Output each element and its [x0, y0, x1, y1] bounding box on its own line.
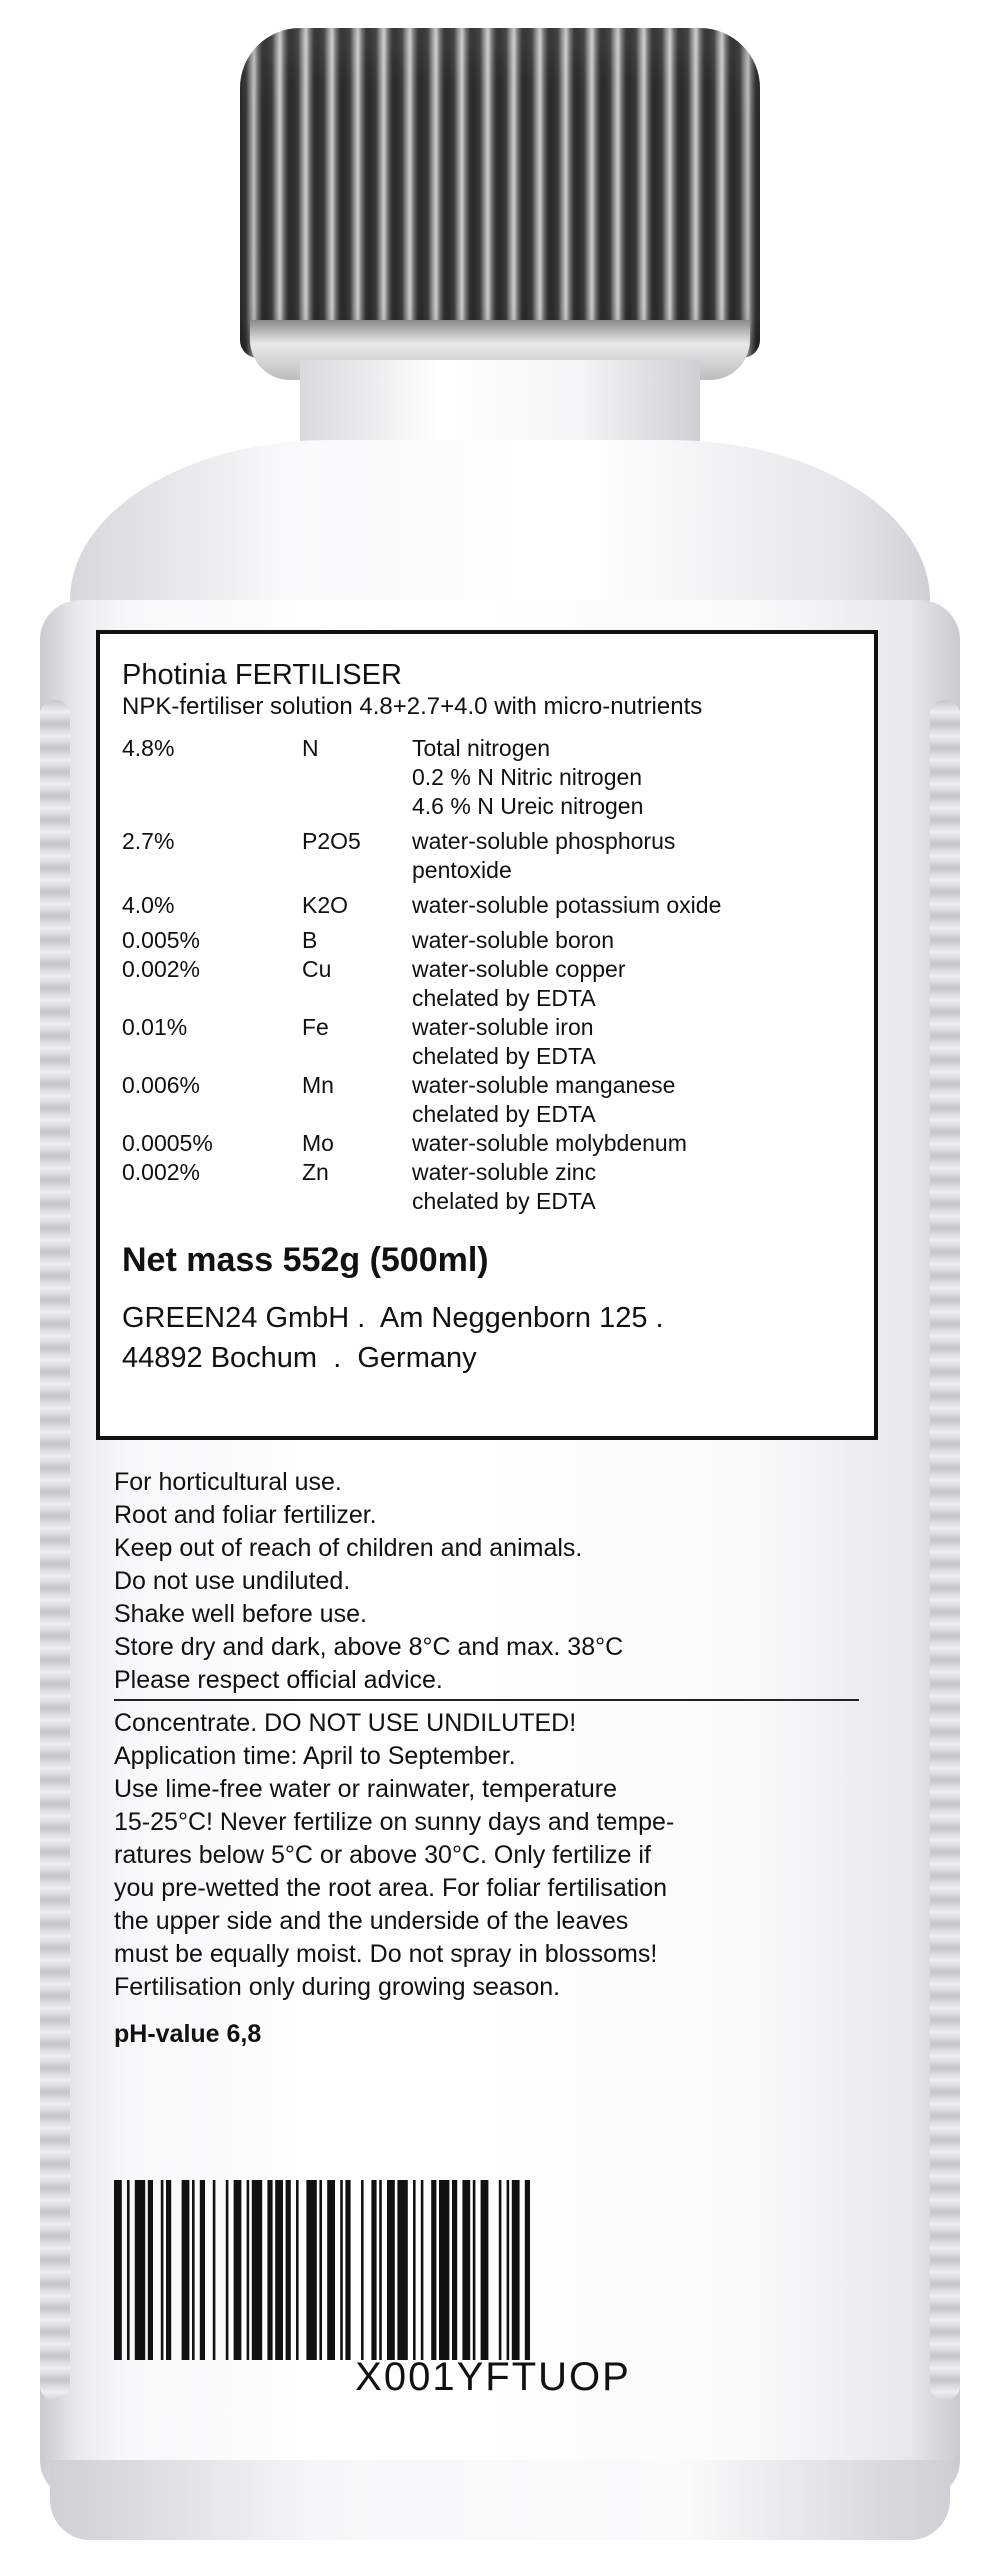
nutrient-description-line: 0.2 % N Nitric nitrogen: [412, 764, 643, 790]
barcode-bar: [286, 2180, 291, 2360]
nutrient-percent: 0.002%: [122, 956, 201, 982]
nutrient-symbol: Zn: [302, 1159, 329, 1185]
barcode-bar: [345, 2180, 350, 2360]
product-title: Photinia FERTILISER: [122, 659, 402, 691]
nutrient-description: [412, 734, 852, 821]
nutrient-description-line: chelated by EDTA: [412, 985, 596, 1011]
nutrient-percent: 0.01%: [122, 1014, 188, 1040]
nutrient-description: [412, 1129, 852, 1158]
nutrient-row: [122, 827, 852, 885]
barcode-bar: [327, 2180, 335, 2360]
barcode-bar: [387, 2180, 395, 2360]
barcode-bar: [431, 2180, 436, 2360]
info-line: must be equally moist. Do not spray in blossoms!: [114, 1940, 658, 1968]
divider: [114, 1699, 859, 1701]
nutrient-description-line: water-soluble boron: [412, 927, 615, 953]
barcode-bar: [267, 2180, 272, 2360]
info-line: Do not use undiluted.: [114, 1567, 351, 1595]
nutrient-row: [122, 1158, 852, 1216]
barcode-bar: [200, 2180, 205, 2360]
nutrient-description-line: Total nitrogen: [412, 735, 551, 761]
barcode-bar: [512, 2180, 520, 2360]
nutrient-symbol: K2O: [302, 892, 349, 918]
nutrient-symbol: N: [302, 735, 319, 761]
nutrient-percent: 0.0005%: [122, 1130, 213, 1156]
nutrient-description: [412, 891, 852, 920]
nutrient-description: [412, 1158, 852, 1216]
nutrient-description: [412, 1071, 852, 1129]
barcode-bar: [226, 2180, 229, 2360]
nutrient-description-line: 4.6 % N Ureic nitrogen: [412, 793, 644, 819]
address: [122, 1298, 852, 1378]
nutrient-percent: 0.002%: [122, 1159, 201, 1185]
nutrient-description: [412, 926, 852, 955]
barcode-bar: [306, 2180, 316, 2360]
barcode-bar: [439, 2180, 449, 2360]
info-line: Keep out of reach of children and animals.: [114, 1534, 583, 1562]
nutrient-description-line: water-soluble manganese: [412, 1072, 676, 1098]
info-line: Use lime-free water or rainwater, temperature: [114, 1775, 617, 1803]
barcode-bar: [275, 2180, 283, 2360]
nutrient-description-line: water-soluble iron: [412, 1014, 594, 1040]
nutrient-percent: 4.8%: [122, 735, 175, 761]
ph-value: pH-value 6,8: [114, 2020, 262, 2048]
usage-lines: [114, 1466, 874, 1697]
bottle-cap: [240, 28, 760, 358]
nutrient-description-line: water-soluble phosphorus: [412, 828, 676, 854]
nutrient-row: [122, 926, 852, 955]
nutrient-description-line: water-soluble copper: [412, 956, 626, 982]
product-subtitle: NPK-fertiliser solution 4.8+2.7+4.0 with micro-nutrients: [122, 693, 703, 720]
barcode-bar: [296, 2180, 299, 2360]
address-line-2: 44892 Bochum . Germany: [122, 1342, 477, 1374]
nutrient-list: [122, 734, 852, 1216]
nutrient-description: [412, 827, 852, 885]
bottle-ribs-left: [40, 700, 70, 2400]
info-line: For horticultural use.: [114, 1468, 342, 1496]
nutrient-symbol: P2O5: [302, 828, 361, 854]
barcode-bar: [247, 2180, 250, 2360]
barcode-bar: [371, 2180, 376, 2360]
nutrient-symbol: B: [302, 927, 318, 953]
nutrient-description: [412, 955, 852, 1013]
nutrient-description-line: water-soluble zinc: [412, 1159, 597, 1185]
barcode-bar: [166, 2180, 171, 2360]
usage-info: [114, 1466, 874, 2051]
barcode-bar: [462, 2180, 470, 2360]
nutrient-row: [122, 734, 852, 821]
barcode-bar: [413, 2180, 416, 2360]
nutrient-row: [122, 955, 852, 1013]
barcode-bar: [252, 2180, 262, 2360]
barcode-bar: [127, 2180, 130, 2360]
nutrient-symbol: Mn: [302, 1072, 334, 1098]
nutrient-description-line: chelated by EDTA: [412, 1043, 596, 1069]
nutrient-spec-box: [96, 630, 878, 1440]
barcode-bar: [499, 2180, 502, 2360]
nutrient-symbol: Mo: [302, 1130, 334, 1156]
info-line: Application time: April to September.: [114, 1742, 516, 1770]
barcode-bar: [135, 2180, 145, 2360]
barcode-bar: [340, 2180, 343, 2360]
nutrient-percent: 0.005%: [122, 927, 201, 953]
barcode-bar: [507, 2180, 510, 2360]
bottle-base: [50, 2460, 950, 2540]
barcode-number: X001YFTUOP: [355, 2355, 631, 2399]
barcode-bar: [213, 2180, 216, 2360]
nutrient-description-line: pentoxide: [412, 857, 512, 883]
barcode-bar: [421, 2180, 424, 2360]
nutrient-description-line: chelated by EDTA: [412, 1101, 596, 1127]
info-line: Concentrate. DO NOT USE UNDILUTED!: [114, 1709, 577, 1737]
barcode-bar: [192, 2180, 195, 2360]
nutrient-description-line: water-soluble molybdenum: [412, 1130, 687, 1156]
nutrient-description-line: water-soluble potassium oxide: [412, 892, 722, 918]
barcode-bar: [114, 2180, 122, 2360]
application-lines: [114, 1707, 874, 2004]
nutrient-row: [122, 1013, 852, 1071]
barcode: [114, 2180, 872, 2360]
barcode-bar: [148, 2180, 153, 2360]
barcode-bar: [361, 2180, 364, 2360]
info-line: you pre-wetted the root area. For foliar fertilisation: [114, 1874, 668, 1902]
nutrient-description: [412, 1013, 852, 1071]
barcode-bar: [525, 2180, 530, 2360]
barcode-bar: [319, 2180, 322, 2360]
barcode-bar: [397, 2180, 407, 2360]
barcode-bar: [379, 2180, 382, 2360]
nutrient-row: [122, 1129, 852, 1158]
nutrient-description-line: chelated by EDTA: [412, 1188, 596, 1214]
nutrient-percent: 4.0%: [122, 892, 175, 918]
barcode-bar: [182, 2180, 190, 2360]
net-mass: Net mass 552g (500ml): [122, 1241, 489, 1279]
info-line: ratures below 5°C or above 30°C. Only fertilize if: [114, 1841, 651, 1869]
address-line-1: GREEN24 GmbH . Am Neggenborn 125 .: [122, 1302, 664, 1334]
info-line: 15-25°C! Never fertilize on sunny days and tempe-: [114, 1808, 675, 1836]
barcode-bar: [481, 2180, 489, 2360]
info-line: Please respect official advice.: [114, 1666, 443, 1694]
barcode-bar: [452, 2180, 457, 2360]
nutrient-symbol: Fe: [302, 1014, 329, 1040]
nutrient-symbol: Cu: [302, 956, 332, 982]
info-line: Root and foliar fertilizer.: [114, 1501, 377, 1529]
bottle-ribs-right: [930, 700, 960, 2400]
info-line: Fertilisation only during growing season.: [114, 1973, 561, 2001]
info-line: Shake well before use.: [114, 1600, 367, 1628]
barcode-bar: [234, 2180, 242, 2360]
nutrient-row: [122, 891, 852, 920]
barcode-bar: [161, 2180, 164, 2360]
info-line: the upper side and the underside of the leaves: [114, 1907, 629, 1935]
nutrient-percent: 2.7%: [122, 828, 175, 854]
barcode-bar: [473, 2180, 476, 2360]
nutrient-percent: 0.006%: [122, 1072, 201, 1098]
info-line: Store dry and dark, above 8°C and max. 38°C: [114, 1633, 624, 1661]
nutrient-row: [122, 1071, 852, 1129]
